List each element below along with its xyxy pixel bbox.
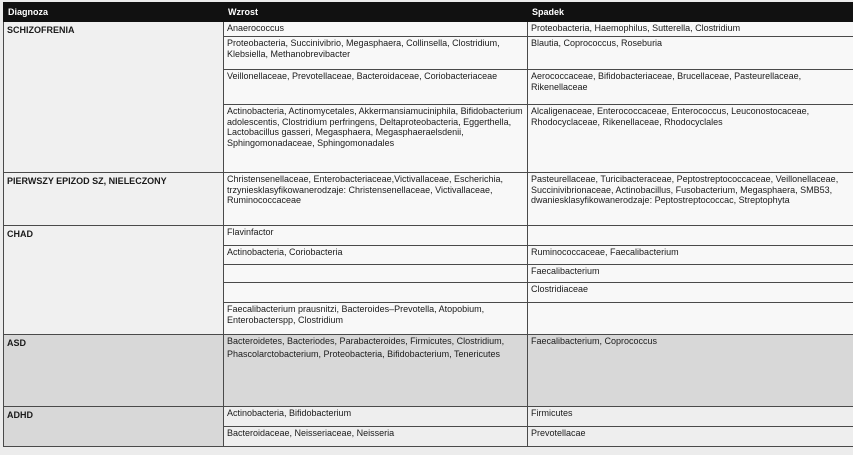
table-row <box>4 407 853 427</box>
increase-cell: Faecalibacterium prausnitzi, Bacteroides–Prevotella, Atopobium, Enterobacterspp, Clostridium <box>224 303 528 335</box>
increase-cell <box>224 335 528 407</box>
increase-line: Bacteroidetes, Bacteriodes, Parabacteroides, Firmicutes, Clostridium, <box>227 336 505 346</box>
diagnosis-cell: PIERWSZY EPIZOD SZ, NIELECZONY <box>4 173 224 226</box>
increase-line: Phascolarctobacterium, Proteobacteria, Bifidobacterium, Tenericutes <box>227 348 500 359</box>
decrease-cell: Proteobacteria, Haemophilus, Sutterella, Clostridium <box>528 22 853 37</box>
microbiome-table <box>3 2 853 447</box>
header-row <box>4 3 853 22</box>
increase-cell: Proteobacteria, Succinivibrio, Megasphaera, Collinsella, Clostridium, Klebsiella, Methanobrevibacter <box>224 37 528 70</box>
decrease-cell: Aerococcaceae, Bifidobacteriaceae, Brucellaceae, Pasteurellaceae, Rikenellaceae <box>528 70 853 105</box>
increase-cell: Christensenellaceae, Enterobacteriaceae,Victivallaceae, Escherichia, trzyniesklasyfikowanerodzaje: Christensenellaceae, Victivallaceae, Ruminococcaceae <box>224 173 528 226</box>
decrease-cell: Faecalibacterium <box>528 265 853 283</box>
decrease-cell: Clostridiaceae <box>528 283 853 303</box>
header-diagnosis: Diagnoza <box>4 3 224 22</box>
table-row <box>4 22 853 37</box>
decrease-cell: Faecalibacterium, Coprococcus <box>528 335 853 407</box>
decrease-cell <box>528 303 853 335</box>
header-decrease: Spadek <box>528 3 853 22</box>
header-increase: Wzrost <box>224 3 528 22</box>
increase-cell: Actinobacteria, Bifidobacterium <box>224 407 528 427</box>
decrease-cell: Firmicutes <box>528 407 853 427</box>
increase-cell: Actinobacteria, Actinomycetales, Akkermansiamuciniphila, Bifidobacterium adolescentis, Clostridium perfringens, Deltaproteobacteria, Eggerthella, Lactobacillus gasseri, Megasphaera, Megasphaeraelsdenii, Sphingomonadaceae, Sphingomonadales <box>224 105 528 173</box>
increase-cell: Anaerococcus <box>224 22 528 37</box>
increase-cell <box>224 283 528 303</box>
increase-cell: Flavinfactor <box>224 226 528 246</box>
diagnosis-cell: CHAD <box>4 226 224 335</box>
decrease-cell: Alcaligenaceae, Enterococcaceae, Enterococcus, Leuconostocaceae, Rhodocyclaceae, Rikenellaceae, Rhodocyclales <box>528 105 853 173</box>
increase-cell: Bacteroidaceae, Neisseriaceae, Neisseria <box>224 427 528 447</box>
diagnosis-cell: ADHD <box>4 407 224 447</box>
increase-cell <box>224 265 528 283</box>
table-row <box>4 226 853 246</box>
increase-cell: Actinobacteria, Coriobacteria <box>224 246 528 265</box>
diagnosis-cell: SCHIZOFRENIA <box>4 22 224 173</box>
decrease-cell: Pasteurellaceae, Turicibacteraceae, Peptostreptococcaceae, Veillonellaceae, Succinivibrionaceae, Actinobacillus, Fusobacterium, Megasphaera, SMB53, dwaniesklasyfikowanerodzaje: Peptostreptococcac, Streptophyta <box>528 173 853 226</box>
decrease-cell: Ruminococcaceae, Faecalibacterium <box>528 246 853 265</box>
increase-cell: Veillonellaceae, Prevotellaceae, Bacteroidaceae, Coriobacteriaceae <box>224 70 528 105</box>
decrease-cell: Blautia, Coprococcus, Roseburia <box>528 37 853 70</box>
decrease-cell: Prevotellacae <box>528 427 853 447</box>
decrease-cell <box>528 226 853 246</box>
diagnosis-cell: ASD <box>4 335 224 407</box>
table-row <box>4 173 853 226</box>
table-row <box>4 335 853 407</box>
